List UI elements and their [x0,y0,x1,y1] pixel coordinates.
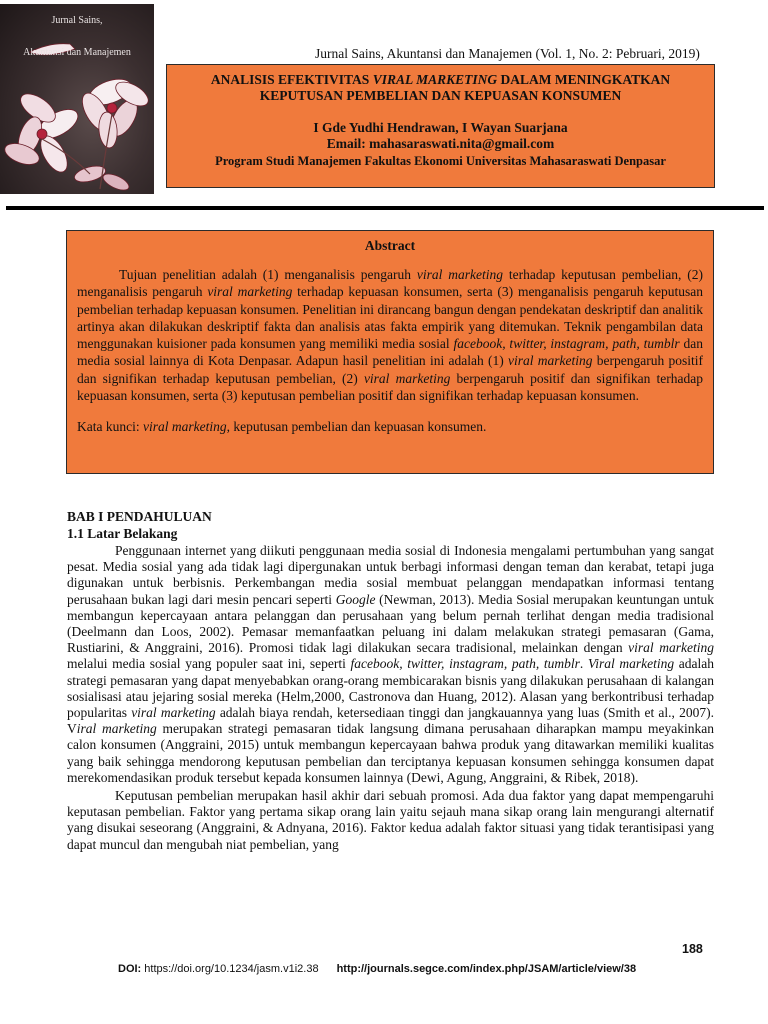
affiliation: Program Studi Manajemen Fakultas Ekonomi Universitas Mahasaraswati Denpasar [215,154,666,168]
page-number: 188 [682,942,703,956]
journal-header: Jurnal Sains, Akuntansi dan Manajemen (Vol. 1, No. 2: Pebruari, 2019) [315,46,700,61]
authors: I Gde Yudhi Hendrawan, I Wayan Suarjana [313,120,568,135]
journal-cover-image [0,4,154,194]
section-heading: 1.1 Latar Belakang [67,526,178,541]
main-content [67,508,714,853]
paragraph-2: Keputusan pembelian merupakan hasil akhir dari sebuah promosi. Ada dua faktor yang dapat mempengaruhi keputasan pembelian. Faktor yang pertama sikap orang lain yaitu sejauh mana sikap orang lain mengurangi alternatif yang disukai seseorang (Anggraini, & Adnyana, 2016). Faktor kedua adalah faktor situasi yang tidak terantisipasi yang dapat muncul dan mengubah niat pembelian, yang [67,788,714,852]
paper-title-line2: KEPUTUSAN PEMBELIAN DAN KEPUASAN KONSUMEN [259,88,622,103]
paragraph-1: Penggunaan internet yang diikuti penggunaan media sosial di Indonesia mengalami pertumbuhan yang sangat pesat. Media sosial yang ada tidak lagi dipergunakan untuk berbagi informasi dengan teman dan kerabat, tetapi juga digunakan untuk berbisnis. Perkembangan media sosial membuat pelanggan mendapatkan informasi tentang perusahaan bukan lagi dari mesin pencari seperti Google (Newman, 2013). Media Sosial merupakan keuntungan untuk membangun kepercayaan antara pelanggan dan perusahaan yang belum pernah terlihat dengan media tradisional (Deelmann dan Loos, 2002). Pemasar memanfaatkan peluang ini dalam melakukan strategi pemasaran (Gama, Rustiarini, & Anggraini, 2016). Promosi tidak lagi dilakukan secara tradisional, melainkan dengan viral marketing melalui media sosial yang populer saat ini, seperti facebook, twitter, instagram, path, tumblr. Viral marketing adalah strategi pemasaran yang dapat menyebabkan orang-orang membicarakan bisnis yang dilakukan perusahaan di kalangan sosialisasi atau jejaring sosial mereka (Helm,2000, Castronova dan Huang, 2012). Alasan yang berkontribusi terhadap popularitas viral marketing adalah biaya rendah, ketersediaan tinggi dan jangkauannya yang luas (Smith et al., 2007). Viral marketing merupakan strategi pemasaran tidak langsung dimana perusahaan diharapkan mampu meyakinkan calon konsumen (Anggraini, 2015) untuk membangun kepercayaan bahwa produk yang ditawarkan memiliki kualitas yang baik sehingga mendorong keputusan pembelian dan terciptanya kepuasan konsumen sehingga konsumen dapat merekomendasikan produk tersebut kepada konsumen lainnya (Dewi, Agung, Anggraini, & Ribek, 2018). [67,543,714,785]
author-email: Email: mahasaraswati.nita@gmail.com [326,136,555,151]
cover-title-line2: Akuntansi dan Manajemen [23,47,131,58]
doi-link[interactable]: https://doi.org/10.1234/jasm.v1i2.38 [144,963,319,975]
doi-label: DOI: [118,963,145,975]
chapter-heading: BAB I PENDAHULUAN [67,509,212,524]
footer [118,963,636,975]
abstract-text: Tujuan penelitian adalah (1) menganalisis pengaruh viral marketing terhadap keputusan pembelian, (2) menganalisis pengaruh viral marketing terhadap kepuasan konsumen, serta (3) menganalisis pengaruh keputusan pembelian terhadap kepuasan konsumen. Penelitian ini dirancang bangun dengan pendekatan deskriptif dan analitik artinya akan dilakukan deskriptif fakta dan analisis atas fakta empirik yang ditemukan. Teknik pengambilan data menggunakan kuisioner pada konsumen yang memiliki media sosial facebook, twitter, instagram, path, tumblr dan media sosial lainnya di Kota Denpasar. Adapun hasil penelitian ini adalah (1) viral marketing berpengaruh positif dan signifikan terhadap keputusan pembelian, (2) viral marketing berpengaruh positif dan signifikan terhadap kepuasan konsumen, serta (3) keputusan pembelian positif dan signifikan terhadap kepuasan konsumen. [77,267,704,404]
header-divider [6,206,764,210]
title-box [166,64,715,188]
paper-title-line1: ANALISIS EFEKTIVITAS VIRAL MARKETING DALAM MENINGKATKAN [210,72,671,87]
keywords: Kata kunci: viral marketing, keputusan pembelian dan kepuasan konsumen. [77,419,487,435]
flower-illustration [0,4,154,194]
article-url-link[interactable]: http://journals.segce.com/index.php/JSAM/article/view/38 [336,963,637,975]
abstract-box [66,230,714,474]
cover-title-line1: Jurnal Sains, [51,15,103,26]
abstract-heading: Abstract [364,238,416,253]
